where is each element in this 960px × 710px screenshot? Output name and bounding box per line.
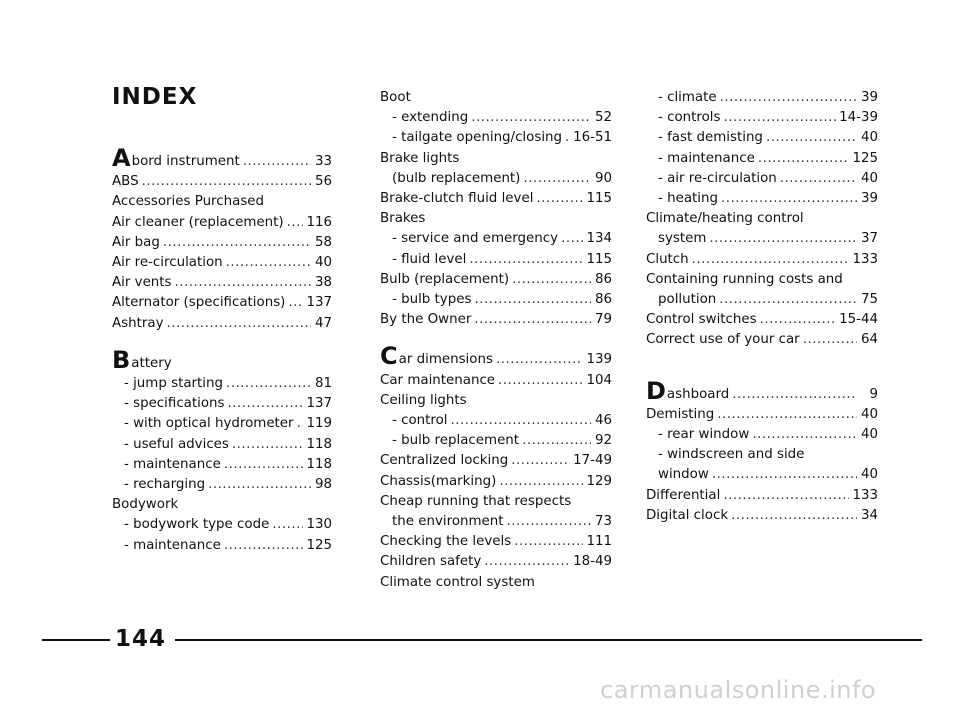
dot-leader — [536, 189, 583, 209]
entry-text: Accessories Purchased — [112, 194, 265, 210]
index-entry — [646, 506, 878, 526]
entry-text: - air re-circulation — [658, 170, 777, 186]
index-entry — [380, 512, 612, 532]
dot-leader — [522, 431, 591, 451]
index-entry — [646, 250, 878, 270]
index-entry — [646, 169, 878, 189]
dot-leader — [484, 552, 570, 572]
entry-text: Air cleaner (replacement) — [112, 214, 284, 230]
index-entry — [112, 515, 332, 535]
entry-page: 119 — [306, 416, 332, 432]
index-entry — [380, 250, 612, 270]
index-entry — [112, 233, 332, 253]
entry-text: Ashtray — [112, 315, 164, 331]
index-entry — [380, 431, 612, 451]
entry-text: - fluid level — [392, 251, 467, 267]
entry-page: 118 — [306, 436, 332, 452]
entry-text: - useful advices — [124, 436, 229, 452]
entry-page: 33 — [314, 154, 332, 169]
index-entry — [112, 414, 332, 434]
index-entry — [646, 405, 878, 425]
index-entry — [646, 330, 878, 350]
section-c-list — [380, 371, 612, 593]
index-entry — [380, 310, 612, 330]
index-entry — [646, 209, 878, 229]
entry-page: 129 — [586, 473, 612, 489]
section-a-list — [112, 172, 332, 334]
dot-leader — [565, 128, 570, 148]
entry-text: - service and emergency — [392, 231, 559, 247]
section-c-cont-list — [646, 88, 878, 351]
entry-text: the environment — [392, 514, 504, 530]
dot-leader — [720, 88, 857, 108]
section-letter: D — [646, 376, 666, 405]
dot-leader — [803, 330, 857, 350]
index-entry — [380, 552, 612, 572]
entry-text: Climate control system — [380, 574, 535, 590]
entry-text: - bulb replacement — [392, 433, 520, 449]
entry-text: - extending — [392, 110, 469, 126]
dot-leader — [175, 273, 311, 293]
index-entry — [646, 128, 878, 148]
dot-leader — [511, 451, 570, 471]
dot-leader — [228, 394, 304, 414]
entry-text: ABS — [112, 174, 139, 190]
entry-text: Children safety — [380, 554, 482, 570]
entry-text: - windscreen and side — [658, 447, 805, 463]
entry-page: 40 — [860, 467, 878, 483]
entry-page: 39 — [860, 191, 878, 207]
entry-page: 133 — [852, 251, 878, 267]
dot-leader — [142, 172, 311, 192]
dot-leader — [752, 425, 857, 445]
index-entry — [380, 371, 612, 391]
index-entry — [112, 273, 332, 293]
index-entry — [646, 270, 878, 290]
dot-leader — [226, 374, 311, 394]
dot-leader — [512, 270, 591, 290]
dot-leader — [723, 486, 849, 506]
index-entry — [646, 290, 878, 310]
dot-leader — [712, 465, 857, 485]
entry-text: Chassis(marking) — [380, 473, 497, 489]
entry-text: Brakes — [380, 211, 426, 227]
index-entry — [112, 435, 332, 455]
entry-text: ar dimensions — [398, 352, 493, 368]
entry-page: 47 — [314, 315, 332, 331]
entry-text: - recharging — [124, 477, 206, 493]
entry-text: Brake lights — [380, 150, 460, 166]
entry-text: - heating — [658, 191, 718, 207]
dot-leader — [474, 310, 591, 330]
entry-text: - bulb types — [392, 292, 472, 308]
entry-text: - fast demisting — [658, 130, 763, 146]
entry-text: Digital clock — [646, 507, 729, 523]
index-entry — [380, 108, 612, 128]
index-entry — [112, 536, 332, 556]
index-entry — [112, 213, 332, 233]
dot-leader — [760, 310, 836, 330]
index-entry — [112, 192, 332, 212]
index-entry — [112, 495, 332, 515]
entry-page: 73 — [594, 514, 612, 530]
index-entry — [380, 411, 612, 431]
entry-page: 137 — [306, 295, 332, 311]
index-entry — [380, 492, 612, 512]
index-entry — [380, 290, 612, 310]
dot-leader — [523, 169, 591, 189]
dot-leader — [469, 250, 583, 270]
entry-text: Checking the levels — [380, 534, 512, 550]
dot-leader — [287, 213, 304, 233]
entry-page: 39 — [860, 90, 878, 105]
entry-text: Cheap running that respects — [380, 493, 572, 509]
entry-page: 75 — [860, 292, 878, 308]
index-entry — [380, 149, 612, 169]
index-entry — [112, 144, 332, 172]
index-entry — [112, 293, 332, 313]
entry-text: Demisting — [646, 406, 715, 422]
index-entry — [380, 342, 612, 371]
entry-text: system — [658, 231, 707, 247]
dot-leader — [499, 472, 583, 492]
entry-text: Differential — [646, 487, 721, 503]
entry-page: 134 — [586, 231, 612, 247]
dot-leader — [288, 293, 303, 313]
dot-leader — [721, 189, 857, 209]
entry-page: 46 — [594, 413, 612, 429]
dot-leader — [471, 108, 591, 128]
entry-text: - maintenance — [124, 537, 221, 553]
entry-text: pollution — [658, 292, 717, 308]
page-number: 144 — [115, 626, 167, 652]
index-entry — [646, 229, 878, 249]
entry-text: Air re-circulation — [112, 255, 223, 271]
dot-leader — [766, 128, 857, 148]
dot-leader — [474, 290, 591, 310]
entry-text: Bodywork — [112, 497, 179, 513]
entry-page: 18-49 — [573, 554, 612, 570]
index-entry — [646, 465, 878, 485]
entry-text: Car maintenance — [380, 372, 496, 388]
dot-leader — [514, 532, 583, 552]
entry-page: 133 — [852, 487, 878, 503]
index-entry — [646, 310, 878, 330]
entry-page: 86 — [594, 271, 612, 287]
entry-text: Ceiling lights — [380, 392, 467, 408]
dot-leader — [498, 371, 583, 391]
entry-page: 116 — [306, 214, 332, 230]
entry-text: Centralized locking — [380, 453, 509, 469]
entry-text: - with optical hydrometer — [124, 416, 294, 432]
entry-text: window — [658, 467, 709, 483]
index-entry — [380, 573, 612, 593]
entry-page: 56 — [314, 174, 332, 190]
index-entry — [646, 88, 878, 108]
dot-leader — [719, 290, 857, 310]
entry-page: 38 — [314, 275, 332, 291]
entry-text: - jump starting — [124, 376, 223, 392]
dot-leader — [731, 506, 857, 526]
entry-text: - specifications — [124, 396, 225, 412]
entry-page: 37 — [860, 231, 878, 247]
entry-text: - control — [392, 413, 448, 429]
entry-page: 137 — [306, 396, 332, 412]
index-entry — [112, 253, 332, 273]
entry-text: bord instrument — [131, 154, 240, 169]
index-entry — [112, 172, 332, 192]
entry-page: 15-44 — [839, 312, 878, 328]
index-entry — [112, 314, 332, 334]
section-b-heading — [112, 345, 332, 374]
entry-page: 98 — [314, 477, 332, 493]
index-entry — [380, 169, 612, 189]
index-entry — [380, 532, 612, 552]
section-d-list — [646, 405, 878, 526]
dot-leader — [717, 405, 857, 425]
index-entry — [646, 189, 878, 209]
entry-page: 40 — [860, 170, 878, 186]
dot-leader — [507, 512, 591, 532]
entry-text: - climate — [658, 90, 717, 105]
index-entry — [380, 189, 612, 209]
entry-page: 111 — [586, 534, 612, 550]
dot-leader — [224, 455, 304, 475]
entry-text: Correct use of your car — [646, 332, 800, 348]
index-entry — [646, 376, 878, 405]
entry-text: Climate/heating control — [646, 211, 804, 227]
entry-text: Containing running costs and — [646, 271, 843, 287]
index-entry — [646, 108, 878, 128]
entry-page: 118 — [306, 456, 332, 472]
entry-page: 139 — [586, 352, 612, 368]
index-entry — [380, 472, 612, 492]
entry-text: - tailgate opening/closing — [392, 130, 563, 146]
entry-page: 64 — [860, 332, 878, 348]
entry-page: 86 — [594, 292, 612, 308]
entry-text: attery — [131, 355, 172, 371]
dot-leader — [163, 233, 311, 253]
index-entry — [646, 149, 878, 169]
entry-page: 79 — [594, 312, 612, 328]
entry-text: Brake-clutch fluid level — [380, 191, 534, 207]
index-column-2 — [380, 88, 612, 593]
entry-page: 16-51 — [573, 130, 612, 146]
index-entry — [112, 374, 332, 394]
dot-leader — [692, 250, 850, 270]
index-entry — [380, 209, 612, 229]
index-entry — [112, 455, 332, 475]
index-entry — [112, 394, 332, 414]
footer-rule-right — [175, 639, 922, 641]
entry-text: - bodywork type code — [124, 517, 270, 533]
entry-page: 40 — [860, 130, 878, 146]
entry-page: 40 — [314, 255, 332, 271]
entry-text: ashboard — [666, 386, 730, 402]
index-entry — [380, 229, 612, 249]
entry-text: By the Owner — [380, 312, 472, 328]
index-entry — [380, 391, 612, 411]
dot-leader — [272, 515, 303, 535]
index-entry — [380, 270, 612, 290]
section-b-cont-list — [380, 88, 612, 330]
index-entry — [380, 128, 612, 148]
entry-page: 92 — [594, 433, 612, 449]
section-letter: C — [380, 342, 398, 371]
footer-rule-left — [42, 639, 110, 641]
watermark: carmanualsonline.info — [600, 676, 877, 704]
entry-text: Air bag — [112, 234, 160, 250]
index-title: INDEX — [112, 84, 198, 110]
entry-page: 115 — [586, 251, 612, 267]
dot-leader — [208, 475, 311, 495]
entry-text: Control switches — [646, 312, 757, 328]
dot-leader — [226, 253, 311, 273]
entry-page: 17-49 — [573, 453, 612, 469]
dot-leader — [167, 314, 311, 334]
entry-page: 14-39 — [839, 110, 878, 126]
index-entry — [646, 445, 878, 465]
entry-page: 130 — [306, 517, 332, 533]
entry-page: 81 — [314, 376, 332, 392]
entry-text: Bulb (replacement) — [380, 271, 510, 287]
entry-text: - maintenance — [124, 456, 221, 472]
entry-page: 40 — [860, 427, 878, 443]
entry-text: Alternator (specifications) — [112, 295, 286, 311]
section-b-list — [112, 374, 332, 556]
entry-page: 58 — [314, 234, 332, 250]
index-entry — [112, 475, 332, 495]
dot-leader — [224, 536, 304, 556]
dot-leader — [297, 414, 304, 434]
entry-text: Air vents — [112, 275, 172, 291]
section-letter: A — [112, 144, 131, 172]
section-letter: B — [112, 345, 131, 374]
entry-text: - maintenance — [658, 150, 755, 166]
entry-text: Boot — [380, 90, 411, 105]
entry-page: 52 — [594, 110, 612, 126]
dot-leader — [723, 108, 836, 128]
dot-leader — [451, 411, 591, 431]
dot-leader — [758, 149, 850, 169]
entry-page: 125 — [852, 150, 878, 166]
entry-page: 34 — [860, 507, 878, 523]
entry-page: 125 — [306, 537, 332, 553]
entry-text: - rear window — [658, 427, 750, 443]
entry-text: - controls — [658, 110, 721, 126]
entry-page: 9 — [869, 386, 878, 402]
index-entry — [380, 88, 612, 108]
entry-page: 115 — [586, 191, 612, 207]
index-column-1 — [112, 144, 332, 556]
index-entry — [380, 451, 612, 471]
entry-text: Clutch — [646, 251, 689, 267]
entry-text: (bulb replacement) — [392, 170, 521, 186]
entry-page: 104 — [586, 372, 612, 388]
index-column-3 — [646, 88, 878, 526]
index-entry — [646, 425, 878, 445]
entry-page: 40 — [860, 406, 878, 422]
dot-leader — [709, 229, 857, 249]
entry-page: 90 — [594, 170, 612, 186]
dot-leader — [780, 169, 857, 189]
dot-leader — [232, 435, 304, 455]
index-entry — [646, 486, 878, 506]
dot-leader — [561, 229, 583, 249]
